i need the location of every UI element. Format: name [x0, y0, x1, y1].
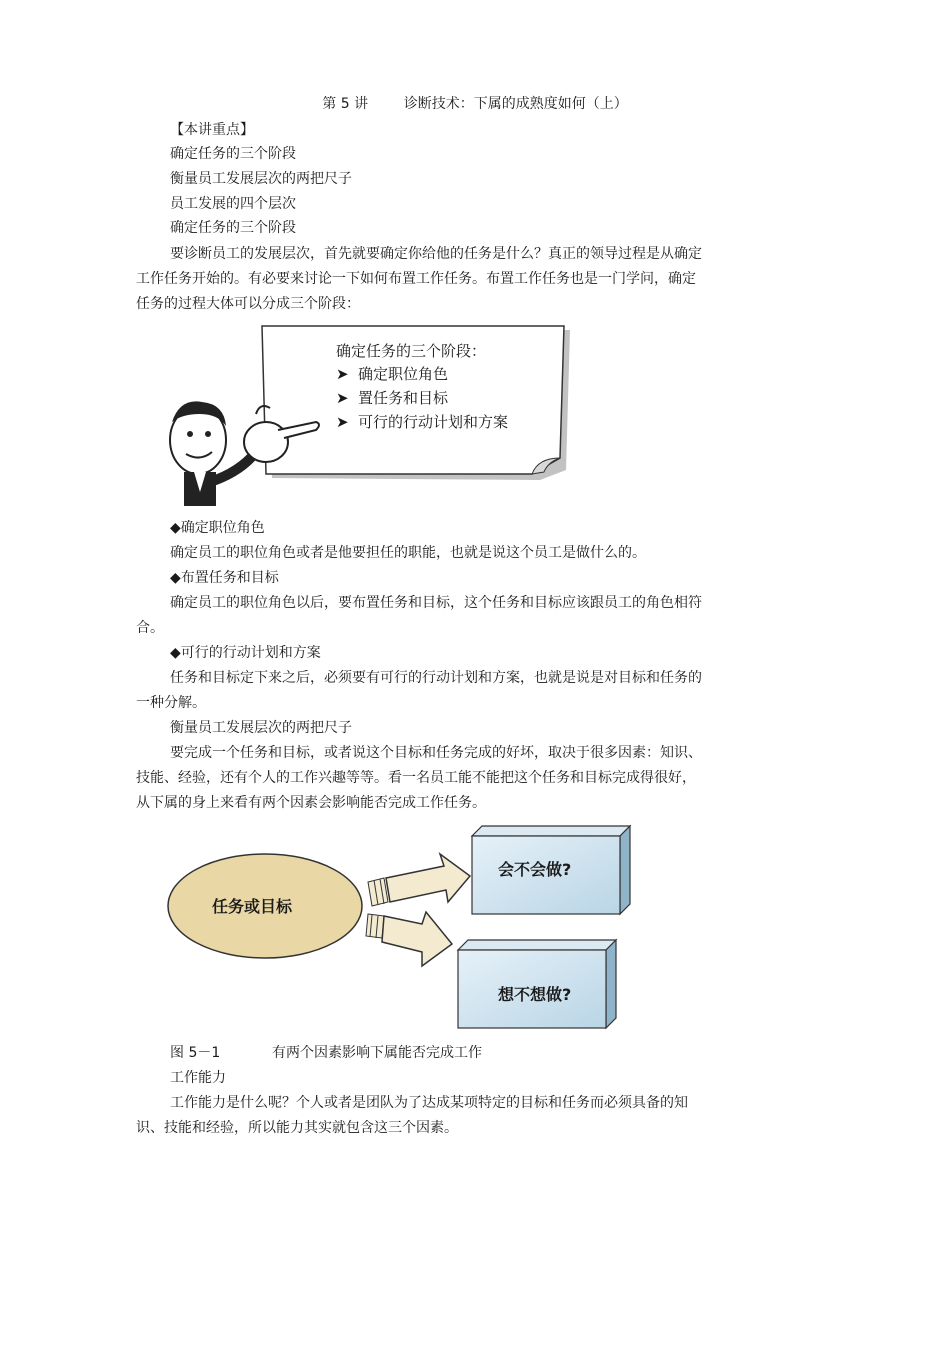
- key-point-item: 员工发展的四个层次: [170, 196, 296, 212]
- figure-two-factors: [160, 820, 640, 1035]
- paragraph-line: 工作任务开始的。有必要来讨论一下如何布置工作任务。布置工作任务也是一门学问，确定: [136, 271, 696, 287]
- bullet-heading: ◆布置任务和目标: [170, 570, 279, 586]
- section-heading: 确定任务的三个阶段: [170, 220, 296, 236]
- paragraph-line: 识、技能和经验，所以能力其实就包含这三个因素。: [136, 1120, 458, 1136]
- figure-caption-text: 有两个因素影响下属能否完成工作: [272, 1045, 482, 1061]
- ellipse-label: 任务或目标: [212, 897, 293, 916]
- paragraph-line: 从下属的身上来看有两个因素会影响能否完成工作任务。: [136, 795, 486, 811]
- figure1-item: 确定职位角色: [358, 365, 449, 383]
- paragraph-line: 任务的过程大体可以分成三个阶段：: [136, 296, 360, 312]
- key-point-item: 衡量员工发展层次的两把尺子: [170, 171, 352, 187]
- paragraph-line: 技能、经验，还有个人的工作兴趣等等。看一名员工能不能把这个任务和目标完成得很好，: [136, 770, 696, 786]
- key-point-item: 确定任务的三个阶段: [170, 146, 296, 162]
- section-heading: 工作能力: [170, 1070, 226, 1086]
- arrow-down-right-icon: [366, 912, 452, 966]
- section-heading: 衡量员工发展层次的两把尺子: [170, 720, 352, 736]
- page-title: 第 5 讲 诊断技术：下属的成熟度如何（上）: [322, 96, 628, 112]
- bullet-heading: ◆可行的行动计划和方案: [170, 645, 321, 661]
- paragraph-line: 要完成一个任务和目标，或者说这个目标和任务完成的好坏，取决于很多因素：知识、: [170, 745, 702, 761]
- key-points-heading: 【本讲重点】: [170, 122, 254, 138]
- paragraph-line: 要诊断员工的发展层次，首先就要确定你给他的任务是什么？真正的领导过程是从确定: [170, 246, 702, 262]
- arrow-up-right-icon: [368, 854, 470, 906]
- box-can-do: [472, 826, 630, 914]
- bullet-heading: ◆确定职位角色: [170, 520, 265, 536]
- box2-label: 想不想做?: [498, 985, 572, 1004]
- bullet-arrow-icon: ➤: [336, 365, 349, 383]
- figure1-item: 置任务和目标: [358, 389, 449, 407]
- bullet-arrow-icon: ➤: [336, 413, 349, 431]
- figure1-title: 确定任务的三个阶段：: [336, 342, 487, 360]
- figure-caption-number: 图 5－1: [170, 1045, 221, 1061]
- bullet-arrow-icon: ➤: [336, 389, 349, 407]
- paragraph-line: 确定员工的职位角色以后，要布置任务和目标，这个任务和目标应该跟员工的角色相符: [170, 595, 702, 611]
- figure1-item: 可行的行动计划和方案: [358, 413, 509, 431]
- figure-cartoon-card: [160, 322, 580, 510]
- box1-label: 会不会做?: [498, 860, 572, 879]
- paragraph-line: 任务和目标定下来之后，必须要有可行的行动计划和方案，也就是说是对目标和任务的: [170, 670, 702, 686]
- box-want-do: [458, 940, 616, 1028]
- paragraph-line: 工作能力是什么呢？个人或者是团队为了达成某项特定的目标和任务而必须具备的知: [170, 1095, 688, 1111]
- paragraph-line: 合。: [136, 620, 164, 636]
- paragraph-line: 确定员工的职位角色或者是他要担任的职能，也就是说这个员工是做什么的。: [170, 545, 646, 561]
- paragraph-line: 一种分解。: [136, 695, 206, 711]
